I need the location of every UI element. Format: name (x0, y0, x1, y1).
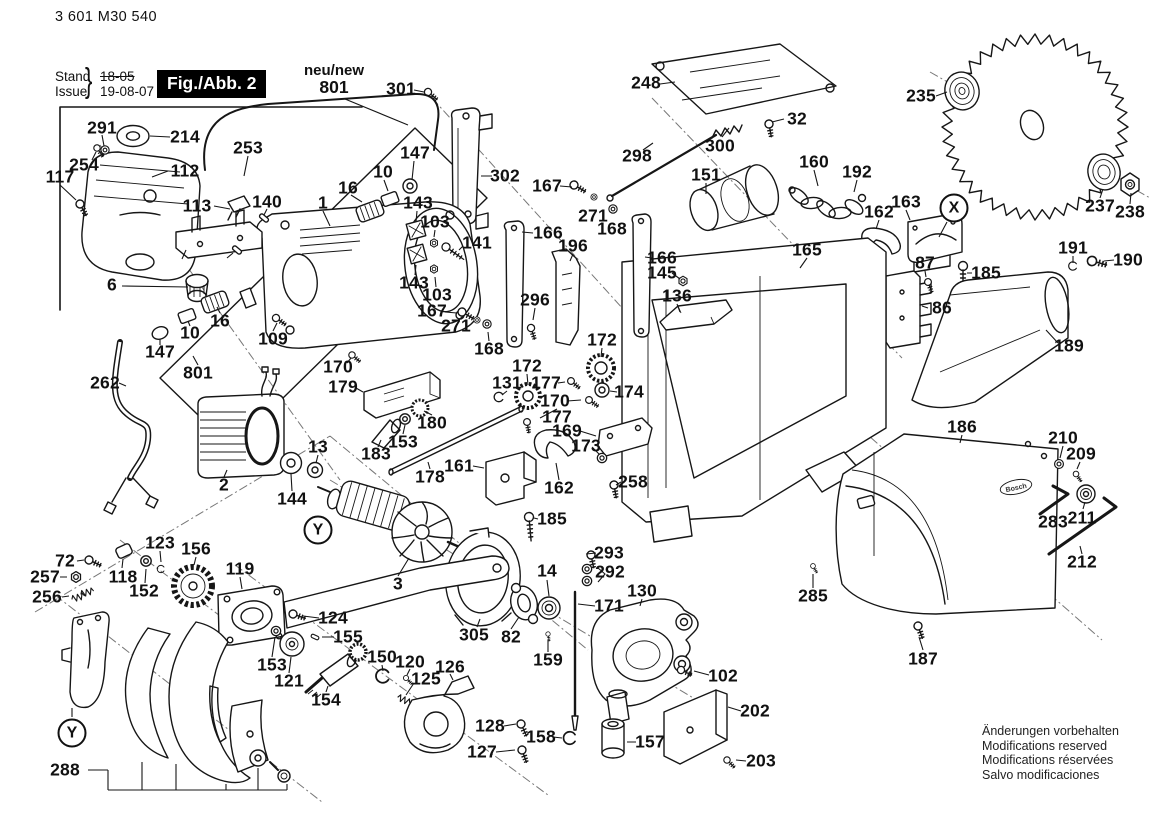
part-label-166: 166 (647, 247, 677, 268)
part-label-153: 153 (388, 431, 418, 452)
part-label-214: 214 (170, 126, 200, 147)
part-label-172: 172 (512, 355, 542, 376)
new-part-callout (304, 63, 364, 95)
flange-82 (507, 583, 541, 623)
part-label-801: 801 (183, 362, 213, 383)
part-label-298: 298 (622, 145, 652, 166)
type-number: 3 601 M30 540 (55, 9, 157, 25)
pivot-bracket (62, 612, 109, 707)
part-label-178: 178 (415, 466, 445, 487)
part-label-162: 162 (544, 477, 574, 498)
arbor-nut-238 (1121, 173, 1139, 196)
washer-174 (595, 383, 609, 397)
part-label-152: 152 (129, 580, 159, 601)
cover-186 (836, 434, 1058, 614)
modifications-notice (982, 724, 1119, 782)
part-label-112: 112 (170, 160, 200, 181)
part-label-143: 143 (403, 192, 433, 213)
part-label-16: 16 (338, 177, 358, 198)
part-label-180: 180 (417, 412, 447, 433)
part-label-171: 171 (594, 595, 624, 616)
part-label-172: 172 (587, 329, 617, 350)
part-label-170: 170 (540, 390, 570, 411)
part-label-183: 183 (361, 443, 391, 464)
knob-211 (1077, 485, 1095, 503)
part-label-187: 187 (908, 648, 938, 669)
part-label-147: 147 (400, 142, 430, 163)
date-new: 19-08-07 (100, 84, 155, 99)
view-marker-Y: Y (58, 719, 87, 748)
part-label-147: 147 (145, 341, 175, 362)
part-label-87: 87 (915, 252, 935, 273)
part-label-86: 86 (932, 297, 952, 318)
part-label-253: 253 (233, 137, 263, 158)
part-label-117: 117 (45, 166, 75, 187)
part-label-165: 165 (792, 239, 822, 260)
part-label-160: 160 (799, 151, 829, 172)
part-label-120: 120 (395, 651, 425, 672)
part-label-191: 191 (1058, 237, 1088, 258)
washer-13 (308, 463, 323, 478)
part-label-168: 168 (474, 338, 504, 359)
bracket-179 (364, 372, 440, 418)
part-label-262: 262 (90, 372, 120, 393)
part-label-185: 185 (537, 508, 567, 529)
part-label-103: 103 (422, 284, 452, 305)
part-label-113: 113 (182, 195, 212, 216)
saw-blade (941, 34, 1139, 220)
part-label-157: 157 (635, 731, 665, 752)
power-cord-262 (104, 342, 158, 514)
part-label-174: 174 (614, 381, 644, 402)
bearing-14 (538, 597, 560, 619)
part-label-10: 10 (373, 161, 393, 182)
new-label: neu/new (303, 62, 365, 79)
part-label-300: 300 (705, 135, 735, 156)
notice-line: Salvo modificaciones (982, 767, 1100, 782)
part-label-103: 103 (420, 211, 450, 232)
part-label-283: 283 (1038, 511, 1068, 532)
part-label-125: 125 (411, 668, 441, 689)
part-label-124: 124 (318, 607, 348, 628)
armature-3 (318, 479, 464, 562)
part-label-305: 305 (459, 624, 489, 645)
guard-plate-248 (652, 44, 836, 114)
part-label-136: 136 (662, 285, 692, 306)
part-label-102: 102 (708, 665, 738, 686)
washer-214 (117, 126, 149, 147)
part-label-177: 177 (542, 406, 572, 427)
guard-set-288 (126, 622, 291, 783)
part-label-203: 203 (746, 750, 776, 771)
part-label-126: 126 (435, 656, 465, 677)
part-label-186: 186 (947, 416, 977, 437)
chute-189 (912, 272, 1073, 408)
washer-144 (281, 453, 302, 474)
part-label-121: 121 (274, 670, 304, 691)
part-label-155: 155 (333, 626, 363, 647)
part-label-192: 192 (842, 161, 872, 182)
part-label-32: 32 (787, 108, 807, 129)
part-label-168: 168 (597, 218, 627, 239)
bearing-121 (280, 632, 304, 656)
part-label-3: 3 (393, 573, 403, 594)
part-label-293: 293 (594, 542, 624, 563)
part-label-292: 292 (595, 561, 625, 582)
part-label-16: 16 (210, 310, 230, 331)
part-label-156: 156 (181, 538, 211, 559)
part-label-82: 82 (501, 626, 521, 647)
date-old: 18-05 (100, 69, 135, 84)
part-label-190: 190 (1113, 249, 1143, 270)
new-part-number: 801 (319, 77, 349, 97)
view-marker-X: X (940, 194, 969, 223)
part-label-119: 119 (225, 558, 255, 579)
part-label-1: 1 (318, 192, 328, 213)
bracket-202 (664, 690, 727, 764)
part-label-254: 254 (69, 154, 99, 175)
part-label-145: 145 (647, 262, 677, 283)
part-label-131: 131 (492, 372, 522, 393)
part-label-118: 118 (108, 566, 138, 587)
part-label-127: 127 (467, 741, 497, 762)
part-label-150: 150 (367, 646, 397, 667)
bosch-stamp-text: Bosch (1005, 482, 1028, 495)
part-label-257: 257 (30, 566, 60, 587)
rod-171 (572, 592, 578, 730)
part-label-2: 2 (219, 474, 229, 495)
part-label-151: 151 (691, 164, 721, 185)
notice-line: Modifications réservées (982, 753, 1114, 768)
part-label-288: 288 (50, 759, 80, 780)
part-label-210: 210 (1048, 427, 1078, 448)
block-161 (486, 452, 536, 505)
part-label-209: 209 (1066, 443, 1096, 464)
part-label-271: 271 (441, 315, 471, 336)
part-label-211: 211 (1067, 507, 1097, 528)
view-marker-Y: Y (304, 516, 333, 545)
part-label-154: 154 (311, 689, 341, 710)
part-label-248: 248 (631, 72, 661, 93)
part-label-202: 202 (740, 700, 770, 721)
part-label-144: 144 (277, 488, 307, 509)
part-label-13: 13 (308, 436, 328, 457)
notice-line: Modifications reserved (982, 738, 1108, 753)
part-label-167: 167 (532, 175, 562, 196)
part-label-189: 189 (1054, 335, 1084, 356)
issue-label: Issue (55, 84, 88, 99)
part-label-258: 258 (618, 471, 648, 492)
part-label-235: 235 (906, 85, 936, 106)
part-label-72: 72 (55, 550, 75, 571)
part-label-196: 196 (558, 235, 588, 256)
part-label-161: 161 (444, 455, 474, 476)
part-label-162: 162 (864, 201, 894, 222)
part-label-177: 177 (531, 372, 561, 393)
part-label-153: 153 (257, 654, 287, 675)
part-label-179: 179 (328, 376, 358, 397)
part-label-301: 301 (386, 78, 416, 99)
part-label-238: 238 (1115, 201, 1145, 222)
part-label-158: 158 (526, 726, 556, 747)
part-label-169: 169 (552, 420, 582, 441)
part-label-285: 285 (798, 585, 828, 606)
figure-label: Fig./Abb. 2 (157, 70, 266, 98)
part-label-141: 141 (462, 232, 492, 253)
part-label-130: 130 (627, 580, 657, 601)
part-label-167: 167 (417, 300, 447, 321)
chain-160 (787, 185, 865, 221)
part-label-166: 166 (533, 222, 563, 243)
part-label-159: 159 (533, 649, 563, 670)
part-label-173: 173 (571, 435, 601, 456)
part-label-271: 271 (578, 205, 608, 226)
sleeve-157 (602, 719, 624, 758)
brace-glyph: } (84, 62, 93, 100)
part-label-140: 140 (252, 191, 282, 212)
gear-156 (174, 567, 212, 605)
part-label-237: 237 (1085, 195, 1115, 216)
part-label-123: 123 (145, 532, 175, 553)
switch-113 (228, 196, 250, 220)
part-label-185: 185 (971, 262, 1001, 283)
part-label-296: 296 (520, 289, 550, 310)
part-label-163: 163 (891, 191, 921, 212)
part-label-212: 212 (1067, 551, 1097, 572)
part-label-14: 14 (537, 560, 557, 581)
part-label-143: 143 (399, 272, 429, 293)
part-label-170: 170 (323, 356, 353, 377)
part-label-128: 128 (475, 715, 505, 736)
part-label-302: 302 (490, 165, 520, 186)
part-label-10: 10 (180, 322, 200, 343)
stand-label: Stand (55, 69, 91, 84)
part-label-291: 291 (87, 117, 117, 138)
part-label-6: 6 (107, 274, 117, 295)
notice-line: Änderungen vorbehalten (982, 724, 1119, 738)
part-label-256: 256 (32, 586, 62, 607)
part-label-109: 109 (258, 328, 288, 349)
cap-118 (115, 543, 133, 559)
